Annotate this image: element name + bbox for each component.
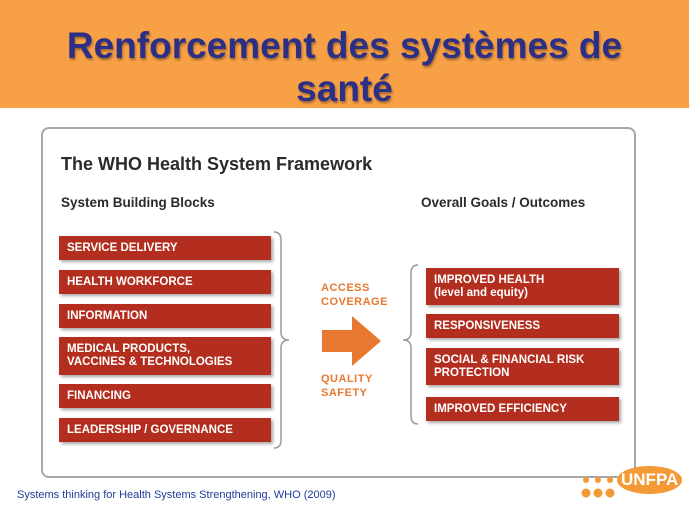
slide-title-line-1: Renforcement des systèmes de [66, 25, 623, 66]
outcome-social-financial-risk [426, 348, 619, 385]
framework-title: The WHO Health System Framework [61, 154, 373, 174]
block-label-line-2: VACCINES & TECHNOLOGIES [67, 356, 233, 368]
outcome-label: RESPONSIVENESS [434, 319, 541, 332]
quality-text: QUALITY [321, 373, 373, 385]
outcome-label-line-2: (level and equity) [434, 286, 528, 299]
block-label-line-1: MEDICAL PRODUCTS, [67, 343, 191, 355]
block-label: SERVICE DELIVERY [67, 241, 178, 254]
access-coverage-label [321, 281, 388, 309]
unfpa-logo: UNFPA [617, 466, 682, 494]
access-text: ACCESS [321, 282, 370, 294]
block-label: LEADERSHIP / GOVERNANCE [67, 423, 233, 436]
outcome-responsiveness [426, 314, 619, 338]
building-blocks-heading: System Building Blocks [61, 195, 215, 210]
coverage-text: COVERAGE [321, 296, 388, 308]
quality-safety-label [321, 372, 373, 400]
source-caption: Systems thinking for Health Systems Strengthening, WHO (2009) [17, 489, 336, 501]
outcomes-heading: Overall Goals / Outcomes [421, 195, 586, 210]
block-label: HEALTH WORKFORCE [67, 275, 193, 288]
slide-title-line-2: santé [296, 68, 393, 109]
outcome-label-line-1: IMPROVED HEALTH [434, 273, 545, 286]
block-label: FINANCING [67, 389, 131, 402]
block-information [59, 304, 271, 328]
outcome-label-line-1: SOCIAL & FINANCIAL RISK [434, 353, 585, 366]
safety-text: SAFETY [321, 387, 368, 399]
block-label: INFORMATION [67, 309, 148, 322]
block-health-workforce [59, 270, 271, 294]
block-service-delivery [59, 236, 271, 260]
block-medical-products [59, 337, 271, 375]
block-leadership-governance [59, 418, 271, 442]
outcome-label: IMPROVED EFFICIENCY [434, 402, 567, 415]
block-financing [59, 384, 271, 408]
outcome-improved-efficiency [426, 397, 619, 421]
outcome-improved-health [426, 268, 619, 305]
slide-title [0, 24, 689, 110]
outcome-label-line-2: PROTECTION [434, 366, 510, 379]
